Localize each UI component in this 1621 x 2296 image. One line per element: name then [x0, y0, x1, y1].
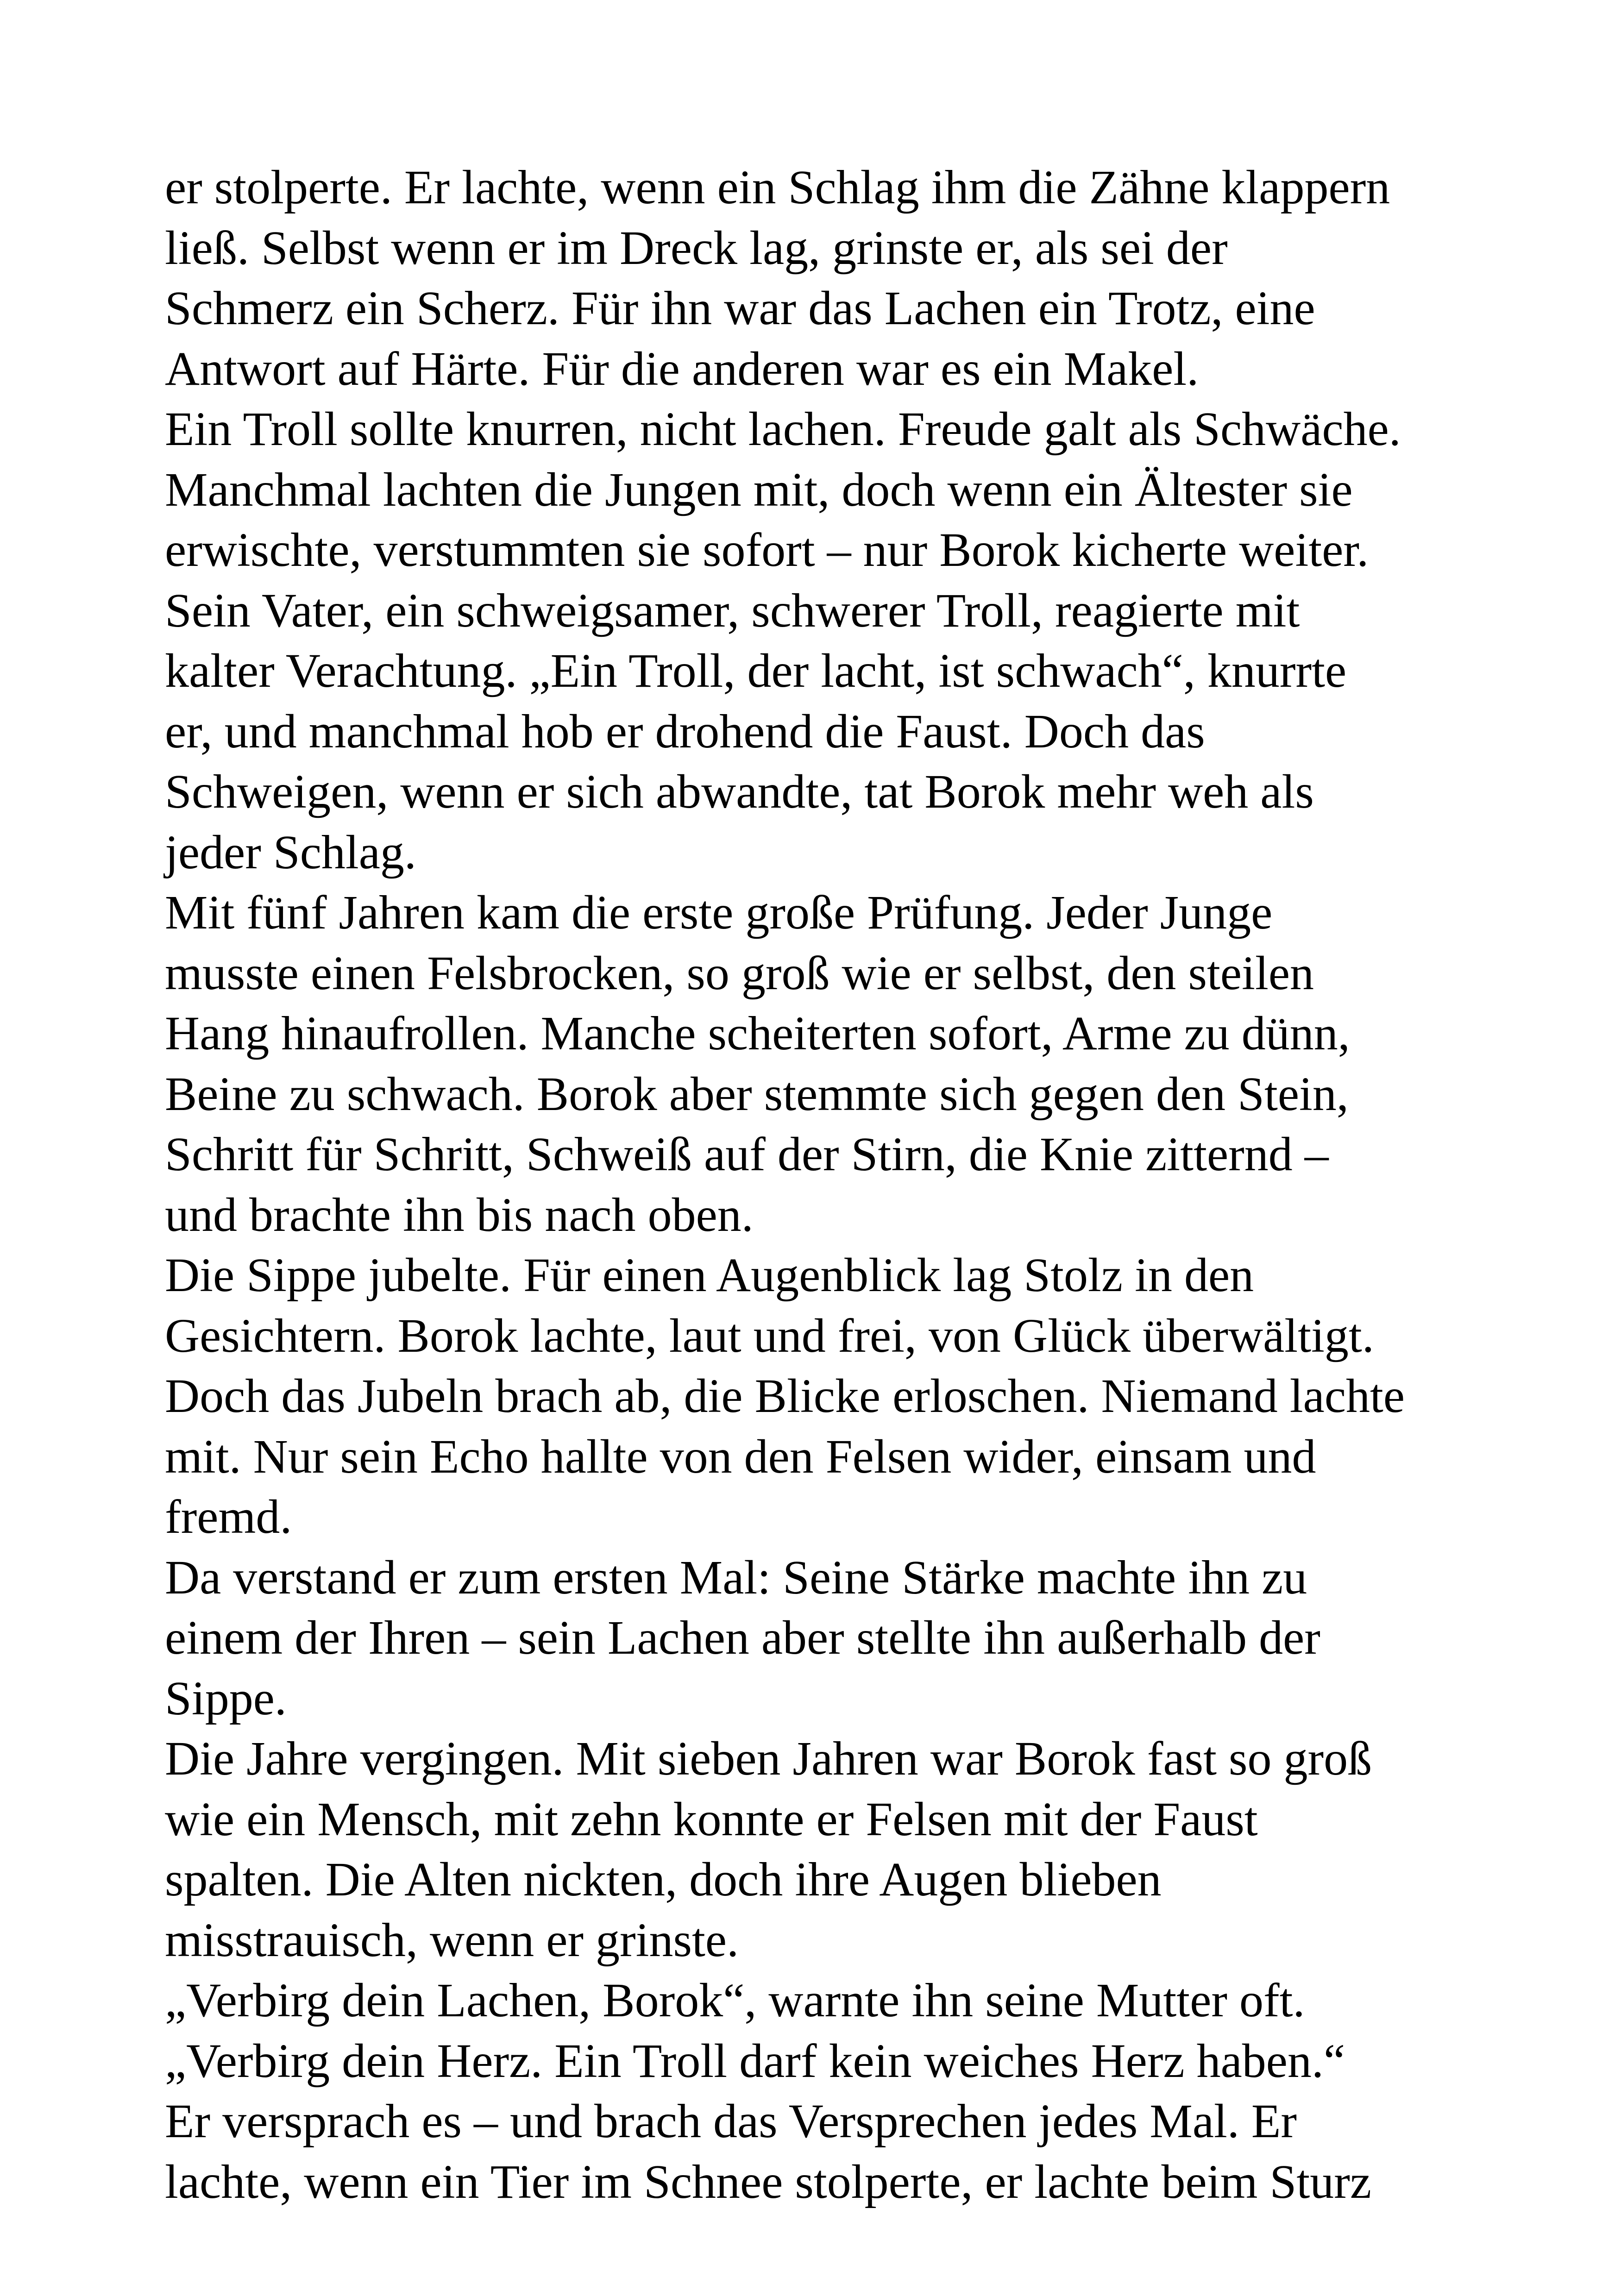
text-line: misstrauisch, wenn er grinste. — [165, 1913, 739, 1967]
text-line: Mit fünf Jahren kam die erste große Prüfung. Jeder Junge — [165, 886, 1273, 939]
text-line: Gesichtern. Borok lachte, laut und frei, von Glück überwältigt. — [165, 1309, 1374, 1362]
body-text — [165, 157, 1508, 2212]
text-line: Schmerz ein Scherz. Für ihn war das Lachen ein Trotz, eine — [165, 282, 1315, 335]
text-line: Manchmal lachten die Jungen mit, doch wenn ein Ältester sie — [165, 463, 1353, 516]
text-line: Sippe. — [165, 1671, 287, 1725]
text-line: er, und manchmal hob er drohend die Faust. Doch das — [165, 704, 1205, 758]
text-line: Hang hinaufrollen. Manche scheiterten sofort, Arme zu dünn, — [165, 1007, 1350, 1060]
text-line: spalten. Die Alten nickten, doch ihre Augen blieben — [165, 1853, 1162, 1906]
text-line: Sein Vater, ein schweigsamer, schwerer Troll, reagierte mit — [165, 583, 1300, 637]
text-line: kalter Verachtung. „Ein Troll, der lacht, ist schwach“, knurrte — [165, 644, 1347, 697]
text-line: jeder Schlag. — [165, 825, 416, 879]
text-line: und brachte ihn bis nach oben. — [165, 1188, 754, 1242]
text-line: Die Sippe jubelte. Für einen Augenblick lag Stolz in den — [165, 1248, 1254, 1302]
text-line: fremd. — [165, 1490, 292, 1543]
text-line: Doch das Jubeln brach ab, die Blicke erloschen. Niemand lachte — [165, 1369, 1405, 1423]
text-line: Schritt für Schritt, Schweiß auf der Stirn, die Knie zitternd – — [165, 1128, 1329, 1181]
text-line: ließ. Selbst wenn er im Dreck lag, grinste er, als sei der — [165, 221, 1228, 275]
text-line: „Verbirg dein Lachen, Borok“, warnte ihn seine Mutter oft. — [165, 1974, 1305, 2027]
text-line: Die Jahre vergingen. Mit sieben Jahren war Borok fast so groß — [165, 1732, 1372, 1785]
text-line: Schweigen, wenn er sich abwandte, tat Borok mehr weh als — [165, 765, 1314, 818]
text-line: erwischte, verstummten sie sofort – nur Borok kicherte weiter. — [165, 523, 1369, 577]
text-line: Ein Troll sollte knurren, nicht lachen. Freude galt als Schwäche. — [165, 402, 1401, 456]
text-line: einem der Ihren – sein Lachen aber stellte ihn außerhalb der — [165, 1611, 1320, 1664]
text-line: „Verbirg dein Herz. Ein Troll darf kein weiches Herz haben.“ — [165, 2034, 1345, 2088]
text-line: er stolperte. Er lachte, wenn ein Schlag ihm die Zähne klappern — [165, 161, 1390, 214]
text-line: Antwort auf Härte. Für die anderen war es ein Makel. — [165, 342, 1199, 395]
text-line: lachte, wenn ein Tier im Schnee stolperte, er lachte beim Sturz — [165, 2155, 1372, 2208]
text-line: mit. Nur sein Echo hallte von den Felsen wider, einsam und — [165, 1430, 1316, 1483]
text-line: musste einen Felsbrocken, so groß wie er selbst, den steilen — [165, 946, 1314, 1000]
text-line: wie ein Mensch, mit zehn konnte er Felsen mit der Faust — [165, 1792, 1258, 1846]
text-line: Beine zu schwach. Borok aber stemmte sich gegen den Stein, — [165, 1067, 1349, 1121]
text-line: Er versprach es – und brach das Versprechen jedes Mal. Er — [165, 2095, 1297, 2148]
text-line: Da verstand er zum ersten Mal: Seine Stärke machte ihn zu — [165, 1550, 1307, 1604]
